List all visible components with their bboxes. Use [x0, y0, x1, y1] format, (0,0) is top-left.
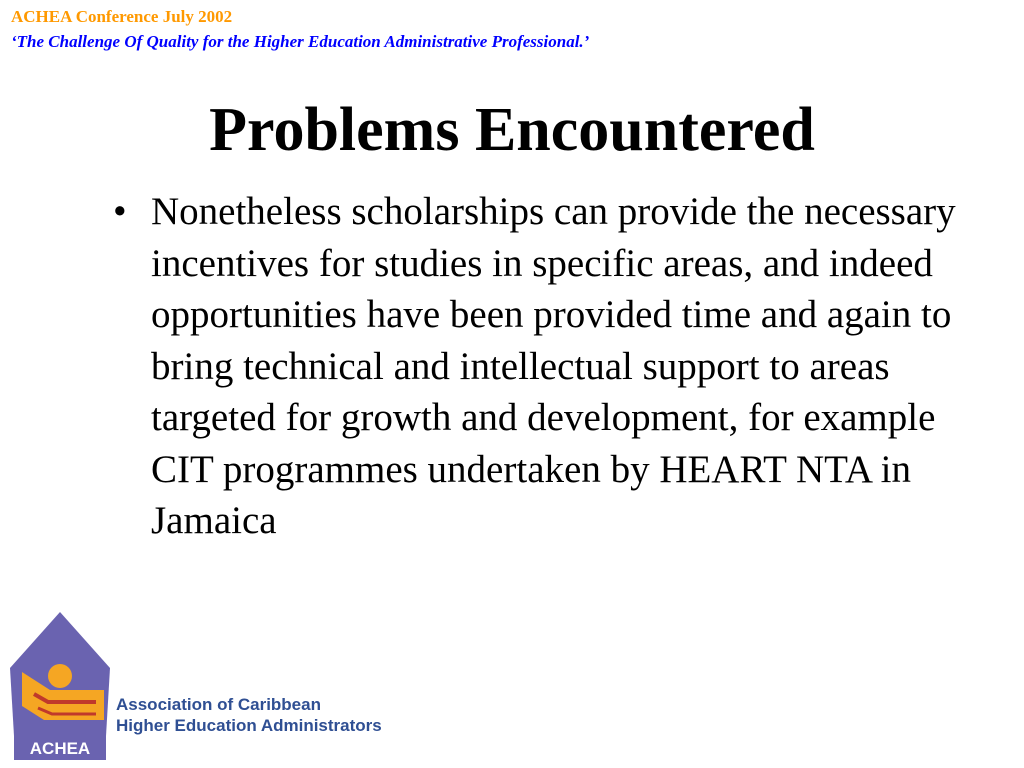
slide-title: Problems Encountered	[209, 96, 815, 164]
bullet-icon: •	[113, 190, 127, 233]
logo-text: ACHEA	[29, 739, 91, 758]
achea-logo-icon	[8, 610, 112, 762]
organization-name-line2: Higher Education Administrators	[116, 716, 382, 735]
conference-header: ACHEA Conference July 2002	[11, 7, 233, 26]
organization-name	[116, 694, 382, 736]
bullet-item	[113, 186, 973, 547]
conference-theme: ‘The Challenge Of Quality for the Higher Education Administrative Professional.’	[11, 32, 590, 51]
bullet-list	[113, 186, 973, 547]
bullet-text: Nonetheless scholarships can provide the necessary incentives for studies in specific areas, and indeed opportunities have been provided time and again to bring technical and intellectual support to areas targeted for growth and development, for example CIT programmes undertaken by HEART NTA in Jamaica	[151, 190, 956, 542]
organization-name-line1: Association of Caribbean	[116, 695, 321, 714]
logo-sun-shape	[48, 664, 72, 688]
